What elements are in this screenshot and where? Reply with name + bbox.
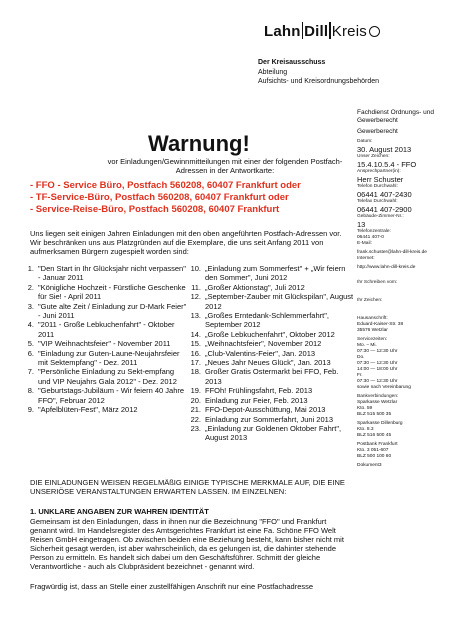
list-item [187, 283, 357, 292]
list-item-text: "Geburtstags-Jubiläum - Wir feiern 40 Jahre FFO", Februar 2012 [38, 386, 185, 405]
zimmer-label: Gebäude-Zimmer-Nr.: [357, 214, 404, 219]
list-item [187, 292, 357, 311]
list-item-number: 11. [191, 282, 201, 292]
ansprech-label: Ansprechpartner(in): [357, 169, 401, 174]
bank-line: BLZ 500 100 60 [357, 454, 392, 459]
list-item [187, 386, 357, 395]
ihr-zeichen-label: Ihr Zeichen: [357, 298, 383, 303]
list-item-number: 3. [27, 301, 34, 311]
body-paragraph: DIE EINLADUNGEN WEISEN REGELMÄßIG EINIGE TYPISCHE MERKMALE AUF, DIE EINE UNSERIÖSE VERANSTALTUNGEN ERWARTEN LASSEN. IM EINZELNEN: [30, 478, 345, 496]
list-item [187, 396, 357, 405]
list-item-text: "Einladung zur Guten-Laune-Neujahrsfeier mit Sektempfang" - Dez. 2011 [38, 348, 180, 368]
list-item [187, 415, 357, 424]
sender-line: Der Kreisausschuss [258, 59, 326, 66]
body-paragraph: Uns liegen seit einigen Jahren Einladungen mit den oben angeführten Postfach-Adressen vor. Wir beschränken uns aus Platzgründen auf die Exemplare, die uns seit Anfang 2011 von aufmerksamen Bürgern zugespielt worden sind: [30, 229, 342, 256]
document-id: Dokument3 [357, 463, 382, 468]
list-item-number: 15. [190, 339, 201, 349]
list-item [187, 405, 357, 414]
service-line: Mo. – Mi. [357, 343, 377, 348]
datum-label: Datum: [357, 139, 373, 144]
list-item-text: „Großer Aktionstag", Juli 2012 [205, 282, 305, 292]
bank-line: Sparkasse Dillenburg [357, 421, 403, 426]
fax-value: 06441 407-2900 [357, 205, 412, 214]
warning-title: Warnung! [148, 131, 250, 156]
list-item-text: „Neues Jahr Neues Glück", Jan. 2013 [205, 358, 331, 368]
list-item [187, 358, 357, 367]
hausanschrift-label: Hausanschrift: [357, 316, 388, 321]
list-item-text: FFOh! Frühlingsfahrt, Feb. 2013 [205, 386, 313, 396]
bank-line: Sparkasse Wetzlar [357, 400, 398, 405]
datum-value: 30. August 2013 [357, 145, 412, 154]
list-item-text: „Club-Valentins-Feier", Jan. 2013 [205, 348, 316, 358]
service-line: Do. [357, 355, 365, 360]
warning-address-line: - FFO - Service Büro, Postfach 560208, 60407 Frankfurt oder [30, 180, 301, 191]
list-item-text: "Apfelblüten-Fest", März 2012 [38, 405, 138, 415]
service-line: 07:30 — 12:30 Uhr [357, 379, 398, 384]
list-item [187, 349, 357, 358]
list-item-text: "Königliche Hochzeit - Fürstliche Geschenke für Sie! - April 2011 [38, 282, 186, 302]
hausanschrift-line: Eduard-Kaiser-Str. 38 [357, 322, 404, 327]
list-item [187, 367, 357, 386]
list-item [187, 339, 357, 348]
sidebar-sub: Gewerberecht [357, 128, 398, 135]
section-heading: 1. UNKLARE ANGABEN ZUR WAHREN IDENTITÄT [30, 507, 209, 516]
list-item [187, 330, 357, 339]
zentrale-label: Telefonzentrale: [357, 229, 391, 234]
list-item-number: 6. [27, 348, 34, 358]
logo-divider [302, 22, 304, 39]
bank-line: Kto. 8.3 [357, 427, 374, 432]
list-item-number: 10. [190, 264, 201, 273]
list-item-number: 12. [190, 292, 201, 302]
list-item [20, 367, 188, 386]
invitation-list-left [20, 264, 188, 415]
logo-text-dill: Dill [304, 23, 329, 40]
invitation-list-right [187, 264, 357, 443]
list-item-text: „Weihnachtsfeier", November 2012 [205, 339, 322, 349]
list-item-number: 16. [190, 348, 201, 358]
fax-label: Telefax Durchwahl: [357, 199, 398, 204]
service-line: sowie nach Vereinbarung [357, 385, 411, 390]
list-item-number: 17. [190, 358, 201, 368]
list-item-number: 19. [190, 386, 201, 396]
ihr-schreiben-label: Ihr Schreiben vom: [357, 280, 398, 285]
email-link[interactable]: frank.schuster@lahn-dill-kreis.de [357, 250, 427, 255]
logo-text-lahn: Lahn [264, 23, 301, 40]
logo-text-kreis: Kreis [331, 23, 367, 40]
bank-line: Kto. 3 051-607 [357, 448, 389, 453]
list-item [20, 349, 188, 368]
list-item-number: 2. [27, 282, 34, 292]
zeichen-label: Unser Zeichen: [357, 154, 390, 159]
list-item-text: "2011 - Große Lebkuchenfahrt" - Oktober 2011 [38, 320, 175, 339]
body-paragraph: Gemeinsam ist den Einladungen, dass in ihnen nur die Bezeichnung "FFO" und Frankfurt genannt wird. Im Handelsregister des Amtsgerichtes Frankfurt ist eine Fa. Schöne FFO Welt Reisen GmbH eingetragen. Ob zwischen beiden eine Beziehung besteht, kann bisher nicht mit Sicherheit gesagt werden, ist aber wahrscheinlich, da es gelungen ist, die dahinter stehende Person zu ermitteln. Es handelt sich dabei um den Geschäftsführer. Schmitt der gleiche Verantwortliche - auch als Clubpräsident bezeichnet - genannt wird. [30, 517, 344, 571]
list-item [20, 339, 188, 348]
list-item [20, 405, 188, 414]
list-item-text: „Großes Erntedank-Schlemmerfahrt", September 2012 [205, 311, 329, 330]
tel-value: 06441 407-2430 [357, 190, 412, 199]
ansprech-value: Herr Schuster [357, 175, 404, 184]
list-item-text: „September-Zauber mit Glückspilan", August 2012 [205, 292, 354, 311]
email-label: E-Mail: [357, 241, 372, 246]
bank-line: BLZ 516 500 45 [357, 433, 392, 438]
list-item [20, 264, 188, 283]
tel-label: Telefon Durchwahl: [357, 184, 398, 189]
service-label: Servicezeiten: [357, 337, 388, 342]
warning-address-line: - TF-Service-Büro, Postfach 560208, 60407 Frankfurt oder [30, 192, 289, 203]
sender-block [258, 58, 379, 87]
list-item-number: 4. [27, 320, 34, 330]
list-item-number: 5. [27, 339, 34, 349]
list-item-text: „Große Lebkuchenfahrt", Oktober 2012 [205, 329, 335, 339]
list-item-number: 14. [190, 329, 201, 339]
list-item-text: FFO-Depot-Ausschüttung, Mai 2013 [205, 405, 326, 415]
list-item-text: "Den Start in Ihr Glücksjahr nicht verpassen" - Januar 2011 [38, 264, 186, 283]
lahn-dill-kreis-logo [264, 22, 380, 40]
list-item [20, 320, 188, 339]
list-item-number: 18. [190, 367, 201, 377]
list-item-text: Einladung zur Feier, Feb. 2013 [205, 395, 308, 405]
service-line: 07:30 — 12:30 Uhr [357, 361, 398, 366]
list-item-number: 1. [27, 264, 34, 273]
list-item-text: "VIP Weihnachtsfeier" - November 2011 [38, 339, 171, 349]
body-paragraph: Fragwürdig ist, dass an Stelle einer zustellfähigen Anschrift nur eine Postfachadresse [30, 582, 314, 591]
list-item [20, 302, 188, 321]
list-item [20, 283, 188, 302]
list-item [187, 264, 357, 283]
internet-label: Internet: [357, 256, 375, 261]
warning-address-line: - Service-Reise-Büro, Postfach 560208, 60407 Frankfurt [30, 204, 280, 215]
list-item-text: "Persönliche Einladung zu Sekt-empfang und VIP Neujahrs Gala 2012" - Dez. 2012 [38, 367, 177, 386]
list-item-text: „Einladung zum Sommerfest" + „Wir feiern den Sommer", Juni 2012 [205, 264, 346, 283]
sidebar-dept: Fachdienst Ordnungs- und Gewerberecht [357, 109, 434, 124]
list-item-number: 20. [190, 395, 201, 405]
list-item-number: 8. [27, 386, 34, 396]
list-item-text: Einladung zur Sommerfahrt, Juni 2013 [205, 414, 333, 424]
service-line: Fr. [357, 373, 363, 378]
logo-circle-icon [369, 26, 380, 37]
list-item-number: 7. [27, 367, 34, 377]
zentrale-value: 06441 407-0 [357, 235, 384, 240]
list-item [187, 424, 357, 443]
sender-line: Aufsichts- und Kreisordnungsbehörden [258, 78, 380, 85]
logo-divider [329, 22, 331, 39]
list-item-number: 9. [27, 405, 34, 415]
list-item-text: „Einladung zur Goldenen Oktober Fahrt", August 2013 [205, 423, 342, 443]
internet-link[interactable]: http://www.lahn-dill-kreis.de [357, 265, 416, 270]
bank-label: Bankverbindungen: [357, 394, 399, 399]
zeichen-value: 15.4.10.5.4 - FFO [357, 160, 417, 169]
bank-line: Postbank Frankfurt [357, 442, 398, 447]
list-item-number: 21. [190, 405, 201, 415]
list-item-text: Großer Gratis Ostermarkt bei FFO, Feb. 2013 [205, 367, 339, 386]
bank-line: Kto. 59 [357, 406, 373, 411]
list-item-number: 23. [190, 423, 201, 433]
hausanschrift-line: 35576 Wetzlar [357, 328, 388, 333]
sender-line: Abteilung [258, 68, 288, 76]
list-item [20, 386, 188, 405]
list-item-number: 22. [190, 414, 201, 424]
letterhead-sidebar [357, 109, 449, 469]
list-item-number: 13. [190, 311, 201, 321]
service-line: 14:00 — 18:00 Uhr [357, 367, 398, 372]
bank-line: BLZ 515 500 35 [357, 412, 392, 417]
list-item-text: "Gute alte Zeit / Einladung zur D-Mark Feier" - Juni 2011 [38, 301, 187, 321]
zimmer-value: 13 [357, 220, 366, 229]
warning-intro: vor Einladungen/Gewinnmitteilungen mit einer der folgenden Postfach-Adressen in der Antwortkarte: [107, 157, 343, 175]
service-line: 07:30 — 12:30 Uhr [357, 349, 398, 354]
list-item [187, 311, 357, 330]
